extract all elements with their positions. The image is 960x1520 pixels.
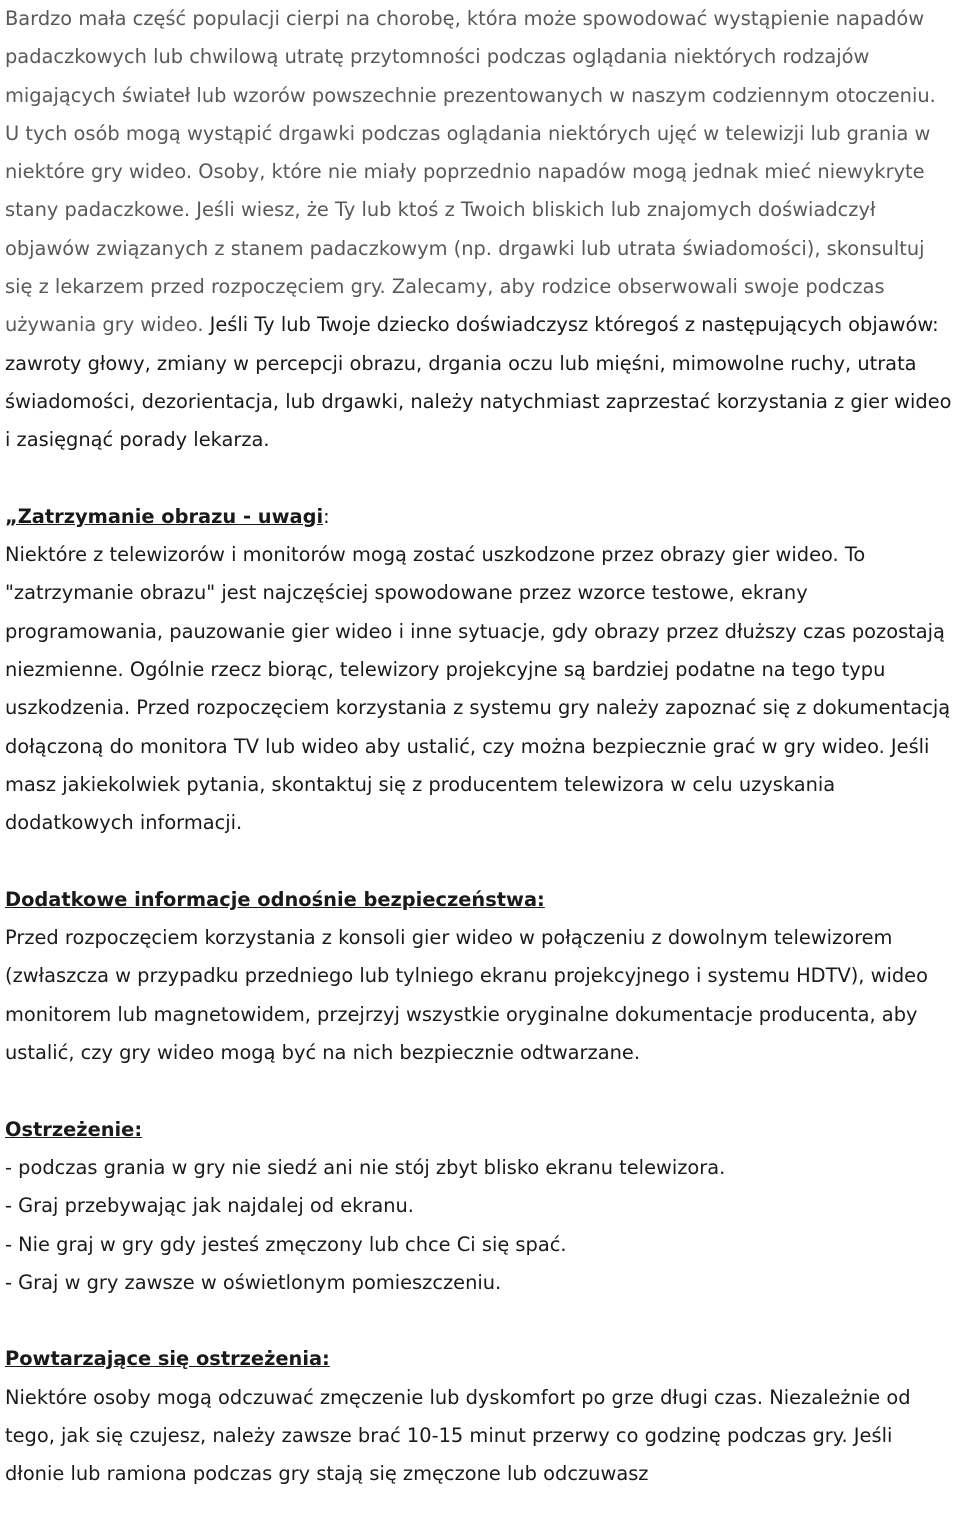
section-heading: Dodatkowe informacje odnośnie bezpieczeństwa: [5,887,545,911]
warning-item: - Graj przebywając jak najdalej od ekranu. [5,1194,414,1218]
section-heading: Powtarzające się ostrzeżenia: [5,1347,330,1371]
spacer [5,843,956,881]
warning-item: - Graj w gry zawsze w oświetlonym pomieszczeniu. [5,1270,502,1294]
spacer [5,1302,956,1340]
section-body: Niektóre osoby mogą odczuwać zmęczenie lub dyskomfort po grze długi czas. Niezależnie od tego, jak się czujesz, należy zawsze brać 10-15 minut przerwy co godzinę podczas gry. Jeśli dłonie lub ramiona podczas gry stają się zmęczone lub odczuwasz [5,1385,911,1486]
intro-text-grey: Bardzo mała część populacji cierpi na chorobę, która może spowodować wystąpienie napadów padaczkowych lub chwilową utratę przytomności podczas oglądania niektórych rodzajów migających świateł lub wzorów powszechnie prezentowanych w naszym codziennym otoczeniu. U tych osób mogą wystąpić drgawki podczas oglądania niektórych ujęć w telewizji lub grania w niektóre gry wideo. [5,7,936,184]
section-repetitive-strain [5,1340,956,1493]
spacer [5,460,956,498]
intro-paragraph [5,0,956,460]
spacer [5,1072,956,1110]
section-additional-safety [5,881,956,1072]
warning-item: - podczas grania w gry nie siedź ani nie stój zbyt blisko ekranu telewizora. [5,1155,726,1179]
intro-text-grey-2: Osoby, które nie miały poprzednio napadów mogą jednak mieć niewykryte stany padaczkowe. Jeśli wiesz, że Ty lub ktoś z Twoich bliskich lub znajomych doświadczył objawów związanych z stanem padaczkowym (np. drgawki lub utrata świadomości), skonsultuj się z lekarzem przed rozpoczęciem gry. Zalecamy, aby rodzice obserwowali swoje podczas używania gry wideo. [5,160,925,337]
section-image-retention [5,498,956,843]
heading-colon: : [323,504,330,528]
section-heading: Ostrzeżenie: [5,1117,143,1141]
section-warning [5,1111,956,1302]
section-heading: „Zatrzymanie obrazu - uwagi [5,504,324,528]
section-body: Niektóre z telewizorów i monitorów mogą zostać uszkodzone przez obrazy gier wideo. To "zatrzymanie obrazu" jest najczęściej spowodowane przez wzorce testowe, ekrany programowania, pauzowanie gier wideo i inne sytuacje, gdy obrazy przez dłuższy czas pozostają niezmienne. Ogólnie rzecz biorąc, telewizory projekcyjne są bardziej podatne na tego typu uszkodzenia. Przed rozpoczęciem korzystania z systemu gry należy zapoznać się z dokumentacją dołączoną do monitora TV lub wideo aby ustalić, czy można bezpiecznie grać w gry wideo. Jeśli masz jakiekolwiek pytania, skontaktuj się z producentem telewizora w celu uzyskania dodatkowych informacji. [5,543,951,835]
intro-text-dark: Jeśli Ty lub Twoje dziecko doświadczysz któregoś z następujących objawów: zawroty głowy, zmiany w percepcji obrazu, drgania oczu lub mięśni, mimowolne ruchy, utrata świadomości, dezorientacja, lub drgawki, należy natychmiast zaprzestać korzystania z gier wideo i zasięgnąć porady lekarza. [5,313,952,452]
warning-item: - Nie graj w gry gdy jesteś zmęczony lub chce Ci się spać. [5,1232,567,1256]
section-body: Przed rozpoczęciem korzystania z konsoli gier wideo w połączeniu z dowolnym telewizorem (zwłaszcza w przypadku przedniego lub tylniego ekranu projekcyjnego i systemu HDTV), wideo monitorem lub magnetowidem, przejrzyj wszystkie oryginalne dokumentacje producenta, aby ustalić, czy gry wideo mogą być na nich bezpiecznie odtwarzane. [5,926,928,1065]
